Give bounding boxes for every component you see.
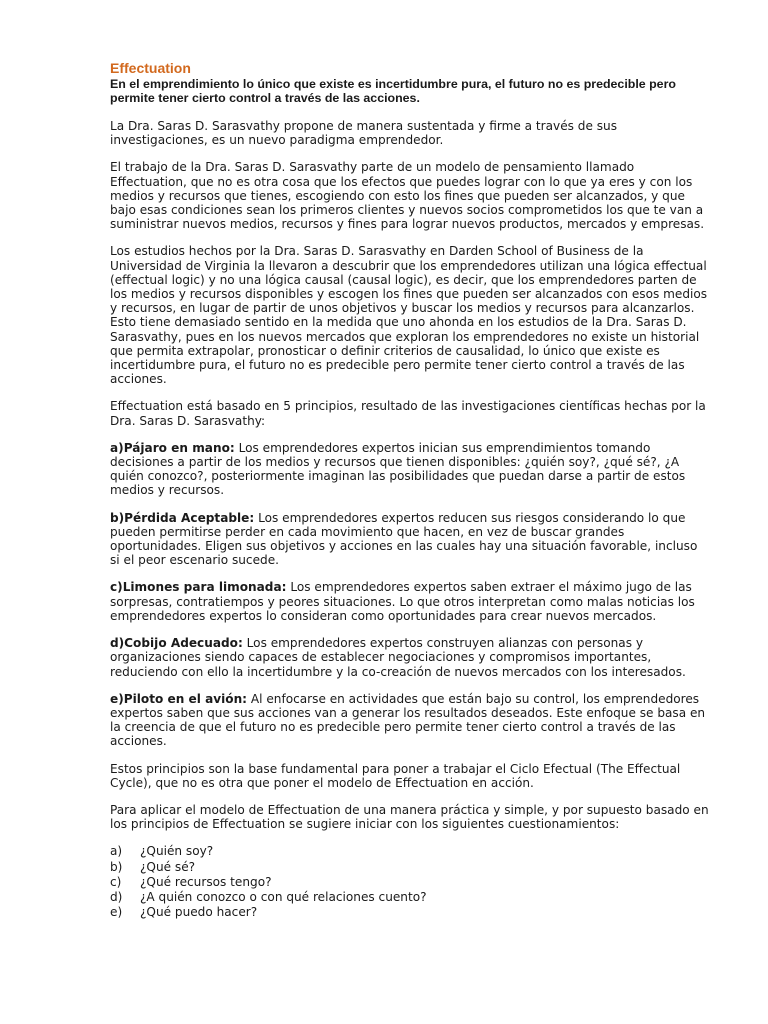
paragraph-studies: Los estudios hechos por la Dra. Saras D. Sarasvathy en Darden School of Business de la Universidad de Virginia la llevaron a descubrir que los emprendedores utilizan una lógica effectual (effectual logic) y no una lógica causal (causal logic), es decir, que los emprendedores parten de los medios y recursos disponibles y escogen los fines que pueden ser alcanzados con esos medios y recursos, en lugar de partir de unos objetivos y buscar los medios y recursos para alcanzarlos. Esto tiene demasiado sentido en la medida que uno ahonda en los estudios de la Dra. Saras D. Sarasvathy, pues en los nuevos mercados que exploran los emprendedores no existe un historial que permita extrapolar, pronosticar o definir criterios de causalidad, lo único que existe es incertidumbre pura, el futuro no es predecible pero permite tener cierto control a través de las acciones. [110, 244, 708, 387]
question-letter: d) [110, 889, 123, 904]
principle-text: Los emprendedores expertos construyen alianzas con personas y organizaciones siendo capaces de establecer negociaciones y compromisos importantes, reduciendo con ello la incertidumbre y la co-creación de nuevos mercados con los interesados. [110, 636, 686, 679]
question-text: ¿Quién soy? [140, 844, 214, 859]
question-letter: c) [110, 874, 122, 889]
principle-text: Los emprendedores expertos reducen sus riesgos considerando lo que pueden permitirse perder en cada movimiento que hacen, en vez de buscar grandes oportunidades. Eligen sus objetivos y acciones en las cuales hay una situación favorable, incluso si el peor escenario sucede. [110, 510, 698, 568]
paragraph-principles-intro: Effectuation está basado en 5 principios, resultado de las investigaciones científicas hechas por la Dra. Saras D. Sarasvathy: [110, 399, 706, 428]
principle-label: a)Pájaro en mano: [110, 440, 235, 455]
principle-label: c)Limones para limonada: [110, 580, 287, 595]
principle-text: Los emprendedores expertos inician sus emprendimientos tomando decisiones a partir de los medios y recursos que tienen disponibles: ¿quién soy?, ¿qué sé?, ¿A quién conozco?, posteriormente imaginan las posibilidades que puedan darse a partir de estos medios y recursos. [110, 440, 686, 498]
question-letter: e) [110, 905, 123, 920]
list-item [110, 860, 710, 875]
question-text: ¿Qué recursos tengo? [140, 874, 272, 889]
principle-item [110, 580, 710, 623]
principle-label: e)Piloto en el avión: [110, 691, 248, 706]
question-text: ¿Qué sé? [140, 859, 196, 874]
principle-item [110, 511, 710, 568]
document-page [110, 60, 710, 920]
list-item [110, 890, 710, 905]
principle-item [110, 692, 710, 749]
question-letter: b) [110, 859, 123, 874]
principle-item [110, 441, 710, 498]
paragraph-effectual-cycle: Estos principios son la base fundamental para poner a trabajar el Ciclo Efectual (The Effectual Cycle), que no es otra que poner el modelo de Effectuation en acción. [110, 761, 681, 790]
principle-text: Los emprendedores expertos saben extraer el máximo jugo de las sorpresas, contratiempos y peores situaciones. Lo que otros interpretan como malas noticias los emprendedores expertos lo consideran como oportunidades para crear nuevos mercados. [110, 580, 695, 623]
principle-label: b)Pérdida Aceptable: [110, 510, 255, 525]
question-text: ¿A quién conozco o con qué relaciones cuento? [140, 889, 427, 904]
list-item [110, 875, 710, 890]
principle-text: Al enfocarse en actividades que están bajo su control, los emprendedores expertos saben que sus acciones van a generar los resultados deseados. Este enfoque se basa en la creencia de que el futuro no es predecible pero permite tener cierto control a través de las acciones. [110, 691, 706, 749]
paragraph-intro: La Dra. Saras D. Sarasvathy propone de manera sustentada y firme a través de sus investigaciones, es un nuevo paradigma emprendedor. [110, 119, 618, 148]
principle-item [110, 636, 710, 679]
document-title: Effectuation [110, 60, 191, 76]
question-text: ¿Qué puedo hacer? [140, 905, 258, 920]
document-subtitle: En el emprendimiento lo único que existe es incertidumbre pura, el futuro no es predecible pero permite tener cierto control a través de las acciones. [110, 77, 676, 105]
question-letter: a) [110, 844, 123, 859]
questions-list [110, 844, 710, 920]
paragraph-questions-intro: Para aplicar el modelo de Effectuation de una manera práctica y simple, y por supuesto basado en los principios de Effectuation se sugiere iniciar con los siguientes cuestionamientos: [110, 802, 709, 832]
list-item [110, 905, 710, 920]
list-item [110, 844, 710, 859]
paragraph-effectuation-definition: El trabajo de la Dra. Saras D. Sarasvathy parte de un modelo de pensamiento llamado Effectuation, que no es otra cosa que los efectos que puedes lograr con lo que ya eres y con los medios y recursos que tienes, escogiendo con esto los fines que pueden ser alcanzados, y que bajo esas condiciones sean los primeros clientes y nuevos socios comprometidos los que te van a suministrar nuevos medios, recursos y fines para lograr nuevos productos, mercados y empresas. [110, 160, 705, 232]
principle-label: d)Cobijo Adecuado: [110, 636, 243, 651]
